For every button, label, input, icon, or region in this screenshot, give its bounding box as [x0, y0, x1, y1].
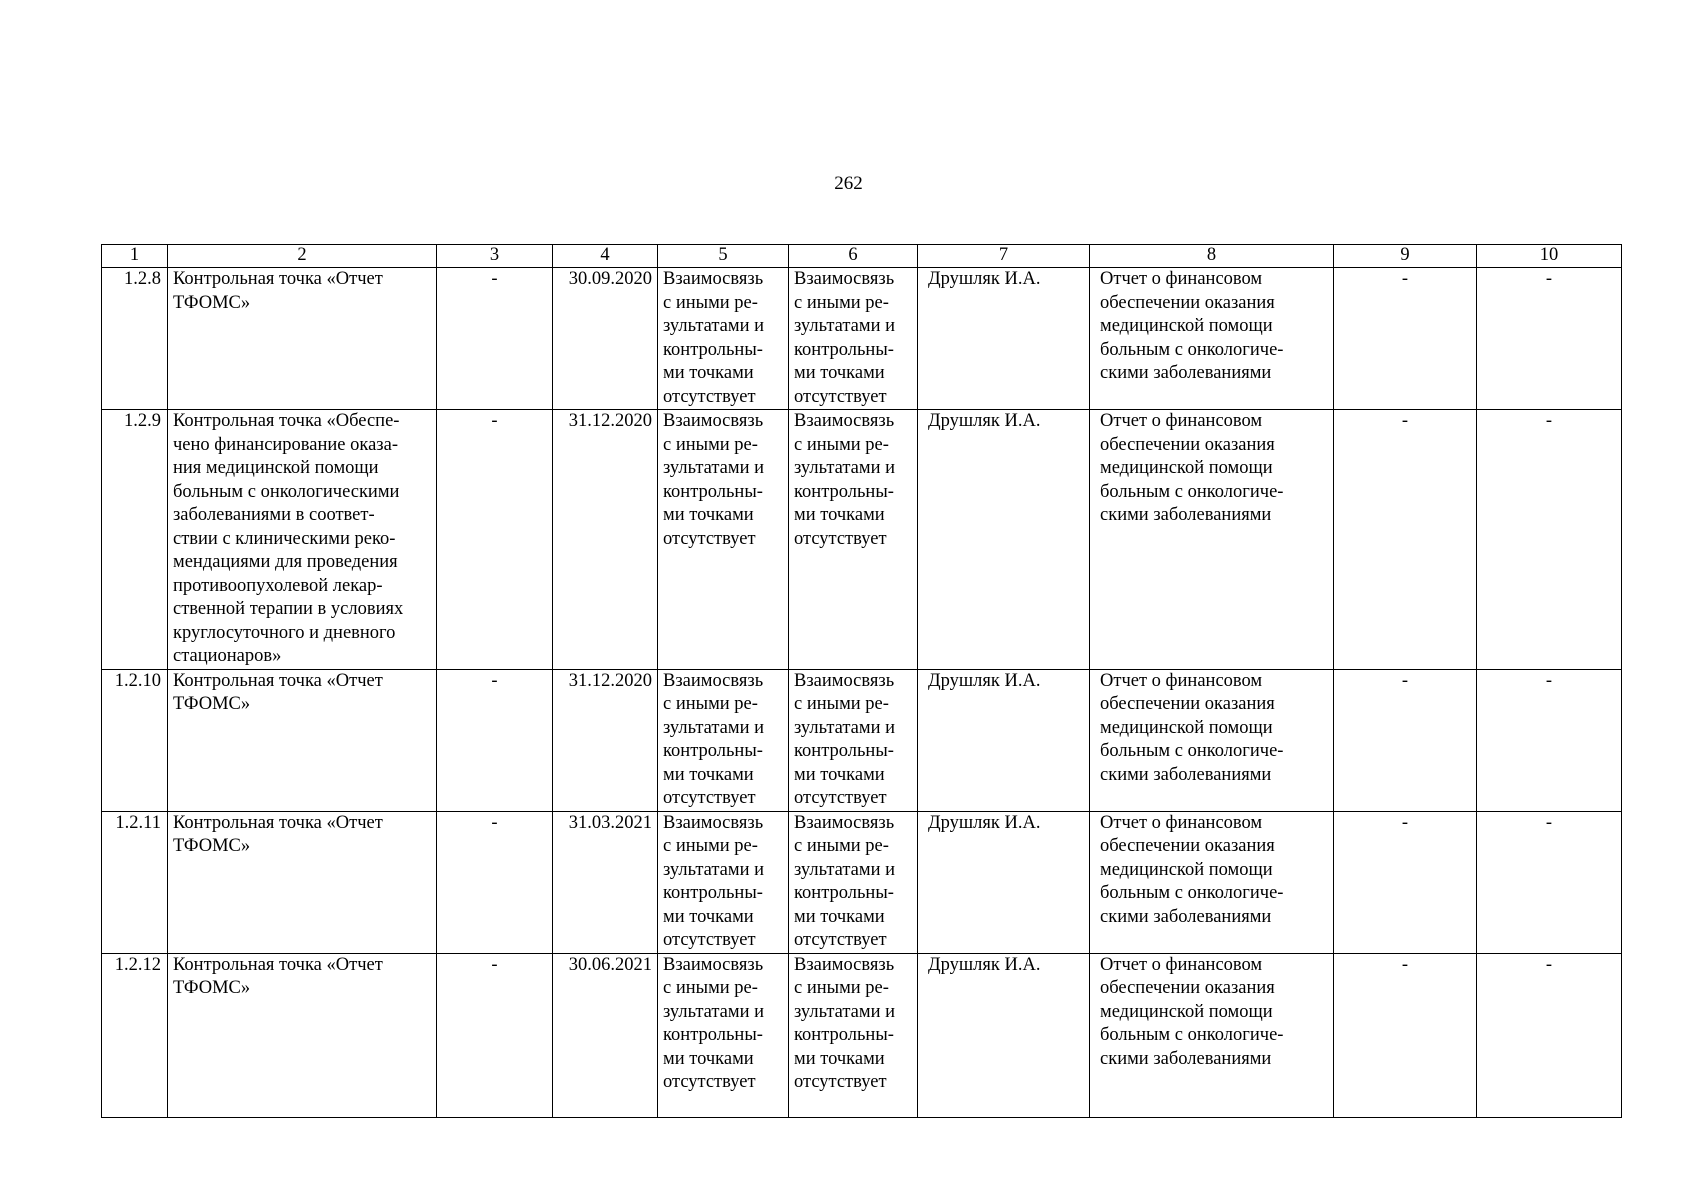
- deadline-date: 31.12.2020: [553, 669, 658, 811]
- column-9-value: -: [1334, 669, 1477, 811]
- deadline-date: 30.09.2020: [553, 268, 658, 410]
- control-point-name: Контрольная точка «Отчет ТФОМС»: [168, 268, 437, 410]
- column-3-value: -: [437, 953, 553, 1117]
- deadline-date: 30.06.2021: [553, 953, 658, 1117]
- column-9-value: -: [1334, 953, 1477, 1117]
- relation-column-5: Взаимосвязь с иными ре- зультатами и контрольны- ми точками отсутствует: [658, 410, 789, 670]
- control-point-name: Контрольная точка «Отчет ТФОМС»: [168, 811, 437, 953]
- row-number: 1.2.8: [102, 268, 168, 410]
- column-header: 6: [789, 245, 918, 268]
- relation-column-5: Взаимосвязь с иными ре- зультатами и контрольны- ми точками отсутствует: [658, 268, 789, 410]
- column-10-value: -: [1477, 268, 1622, 410]
- control-point-name: Контрольная точка «Отчет ТФОМС»: [168, 953, 437, 1117]
- control-point-name: Контрольная точка «Отчет ТФОМС»: [168, 669, 437, 811]
- table-row: [102, 268, 1622, 410]
- column-header: 7: [918, 245, 1090, 268]
- column-header: 3: [437, 245, 553, 268]
- relation-column-5: Взаимосвязь с иными ре- зультатами и контрольны- ми точками отсутствует: [658, 669, 789, 811]
- control-point-name: Контрольная точка «Обеспе- чено финансирование оказа- ния медицинской помощи больным с онкологическими заболеваниями в соответ- ствии с клиническими реко- мендациями для проведения противоопухолевой лекар- ственной терапии в условиях круглосуточного и дневного стационаров»: [168, 410, 437, 670]
- row-number: 1.2.10: [102, 669, 168, 811]
- responsible-person: Друшляк И.А.: [918, 410, 1090, 670]
- column-9-value: -: [1334, 410, 1477, 670]
- responsible-person: Друшляк И.А.: [918, 669, 1090, 811]
- row-number: 1.2.11: [102, 811, 168, 953]
- column-header: 4: [553, 245, 658, 268]
- row-number: 1.2.12: [102, 953, 168, 1117]
- table-row: [102, 410, 1622, 670]
- result-document: Отчет о финансовом обеспечении оказания медицинской помощи больным с онкологиче- скими заболеваниями: [1090, 953, 1334, 1117]
- relation-column-5: Взаимосвязь с иными ре- зультатами и контрольны- ми точками отсутствует: [658, 811, 789, 953]
- row-number: 1.2.9: [102, 410, 168, 670]
- result-document: Отчет о финансовом обеспечении оказания медицинской помощи больным с онкологиче- скими заболеваниями: [1090, 268, 1334, 410]
- column-3-value: -: [437, 268, 553, 410]
- relation-column-6: Взаимосвязь с иными ре- зультатами и контрольны- ми точками отсутствует: [789, 669, 918, 811]
- page-number: 262: [834, 173, 863, 194]
- result-document: Отчет о финансовом обеспечении оказания медицинской помощи больным с онкологиче- скими заболеваниями: [1090, 410, 1334, 670]
- responsible-person: Друшляк И.А.: [918, 953, 1090, 1117]
- column-header: 10: [1477, 245, 1622, 268]
- column-9-value: -: [1334, 811, 1477, 953]
- column-header: 2: [168, 245, 437, 268]
- column-9-value: -: [1334, 268, 1477, 410]
- relation-column-6: Взаимосвязь с иными ре- зультатами и контрольны- ми точками отсутствует: [789, 410, 918, 670]
- responsible-person: Друшляк И.А.: [918, 811, 1090, 953]
- column-header: 9: [1334, 245, 1477, 268]
- result-document: Отчет о финансовом обеспечении оказания медицинской помощи больным с онкологиче- скими заболеваниями: [1090, 811, 1334, 953]
- deadline-date: 31.03.2021: [553, 811, 658, 953]
- relation-column-5: Взаимосвязь с иными ре- зультатами и контрольны- ми точками отсутствует: [658, 953, 789, 1117]
- column-10-value: -: [1477, 410, 1622, 670]
- relation-column-6: Взаимосвязь с иными ре- зультатами и контрольны- ми точками отсутствует: [789, 953, 918, 1117]
- control-points-table: [101, 244, 1622, 1118]
- deadline-date: 31.12.2020: [553, 410, 658, 670]
- table-header-row: [102, 245, 1622, 268]
- responsible-person: Друшляк И.А.: [918, 268, 1090, 410]
- column-header: 1: [102, 245, 168, 268]
- column-10-value: -: [1477, 811, 1622, 953]
- table-row: [102, 953, 1622, 1117]
- table-row: [102, 669, 1622, 811]
- column-10-value: -: [1477, 953, 1622, 1117]
- result-document: Отчет о финансовом обеспечении оказания медицинской помощи больным с онкологиче- скими заболеваниями: [1090, 669, 1334, 811]
- column-3-value: -: [437, 669, 553, 811]
- column-header: 8: [1090, 245, 1334, 268]
- column-3-value: -: [437, 811, 553, 953]
- column-3-value: -: [437, 410, 553, 670]
- column-header: 5: [658, 245, 789, 268]
- relation-column-6: Взаимосвязь с иными ре- зультатами и контрольны- ми точками отсутствует: [789, 268, 918, 410]
- table-row: [102, 811, 1622, 953]
- relation-column-6: Взаимосвязь с иными ре- зультатами и контрольны- ми точками отсутствует: [789, 811, 918, 953]
- column-10-value: -: [1477, 669, 1622, 811]
